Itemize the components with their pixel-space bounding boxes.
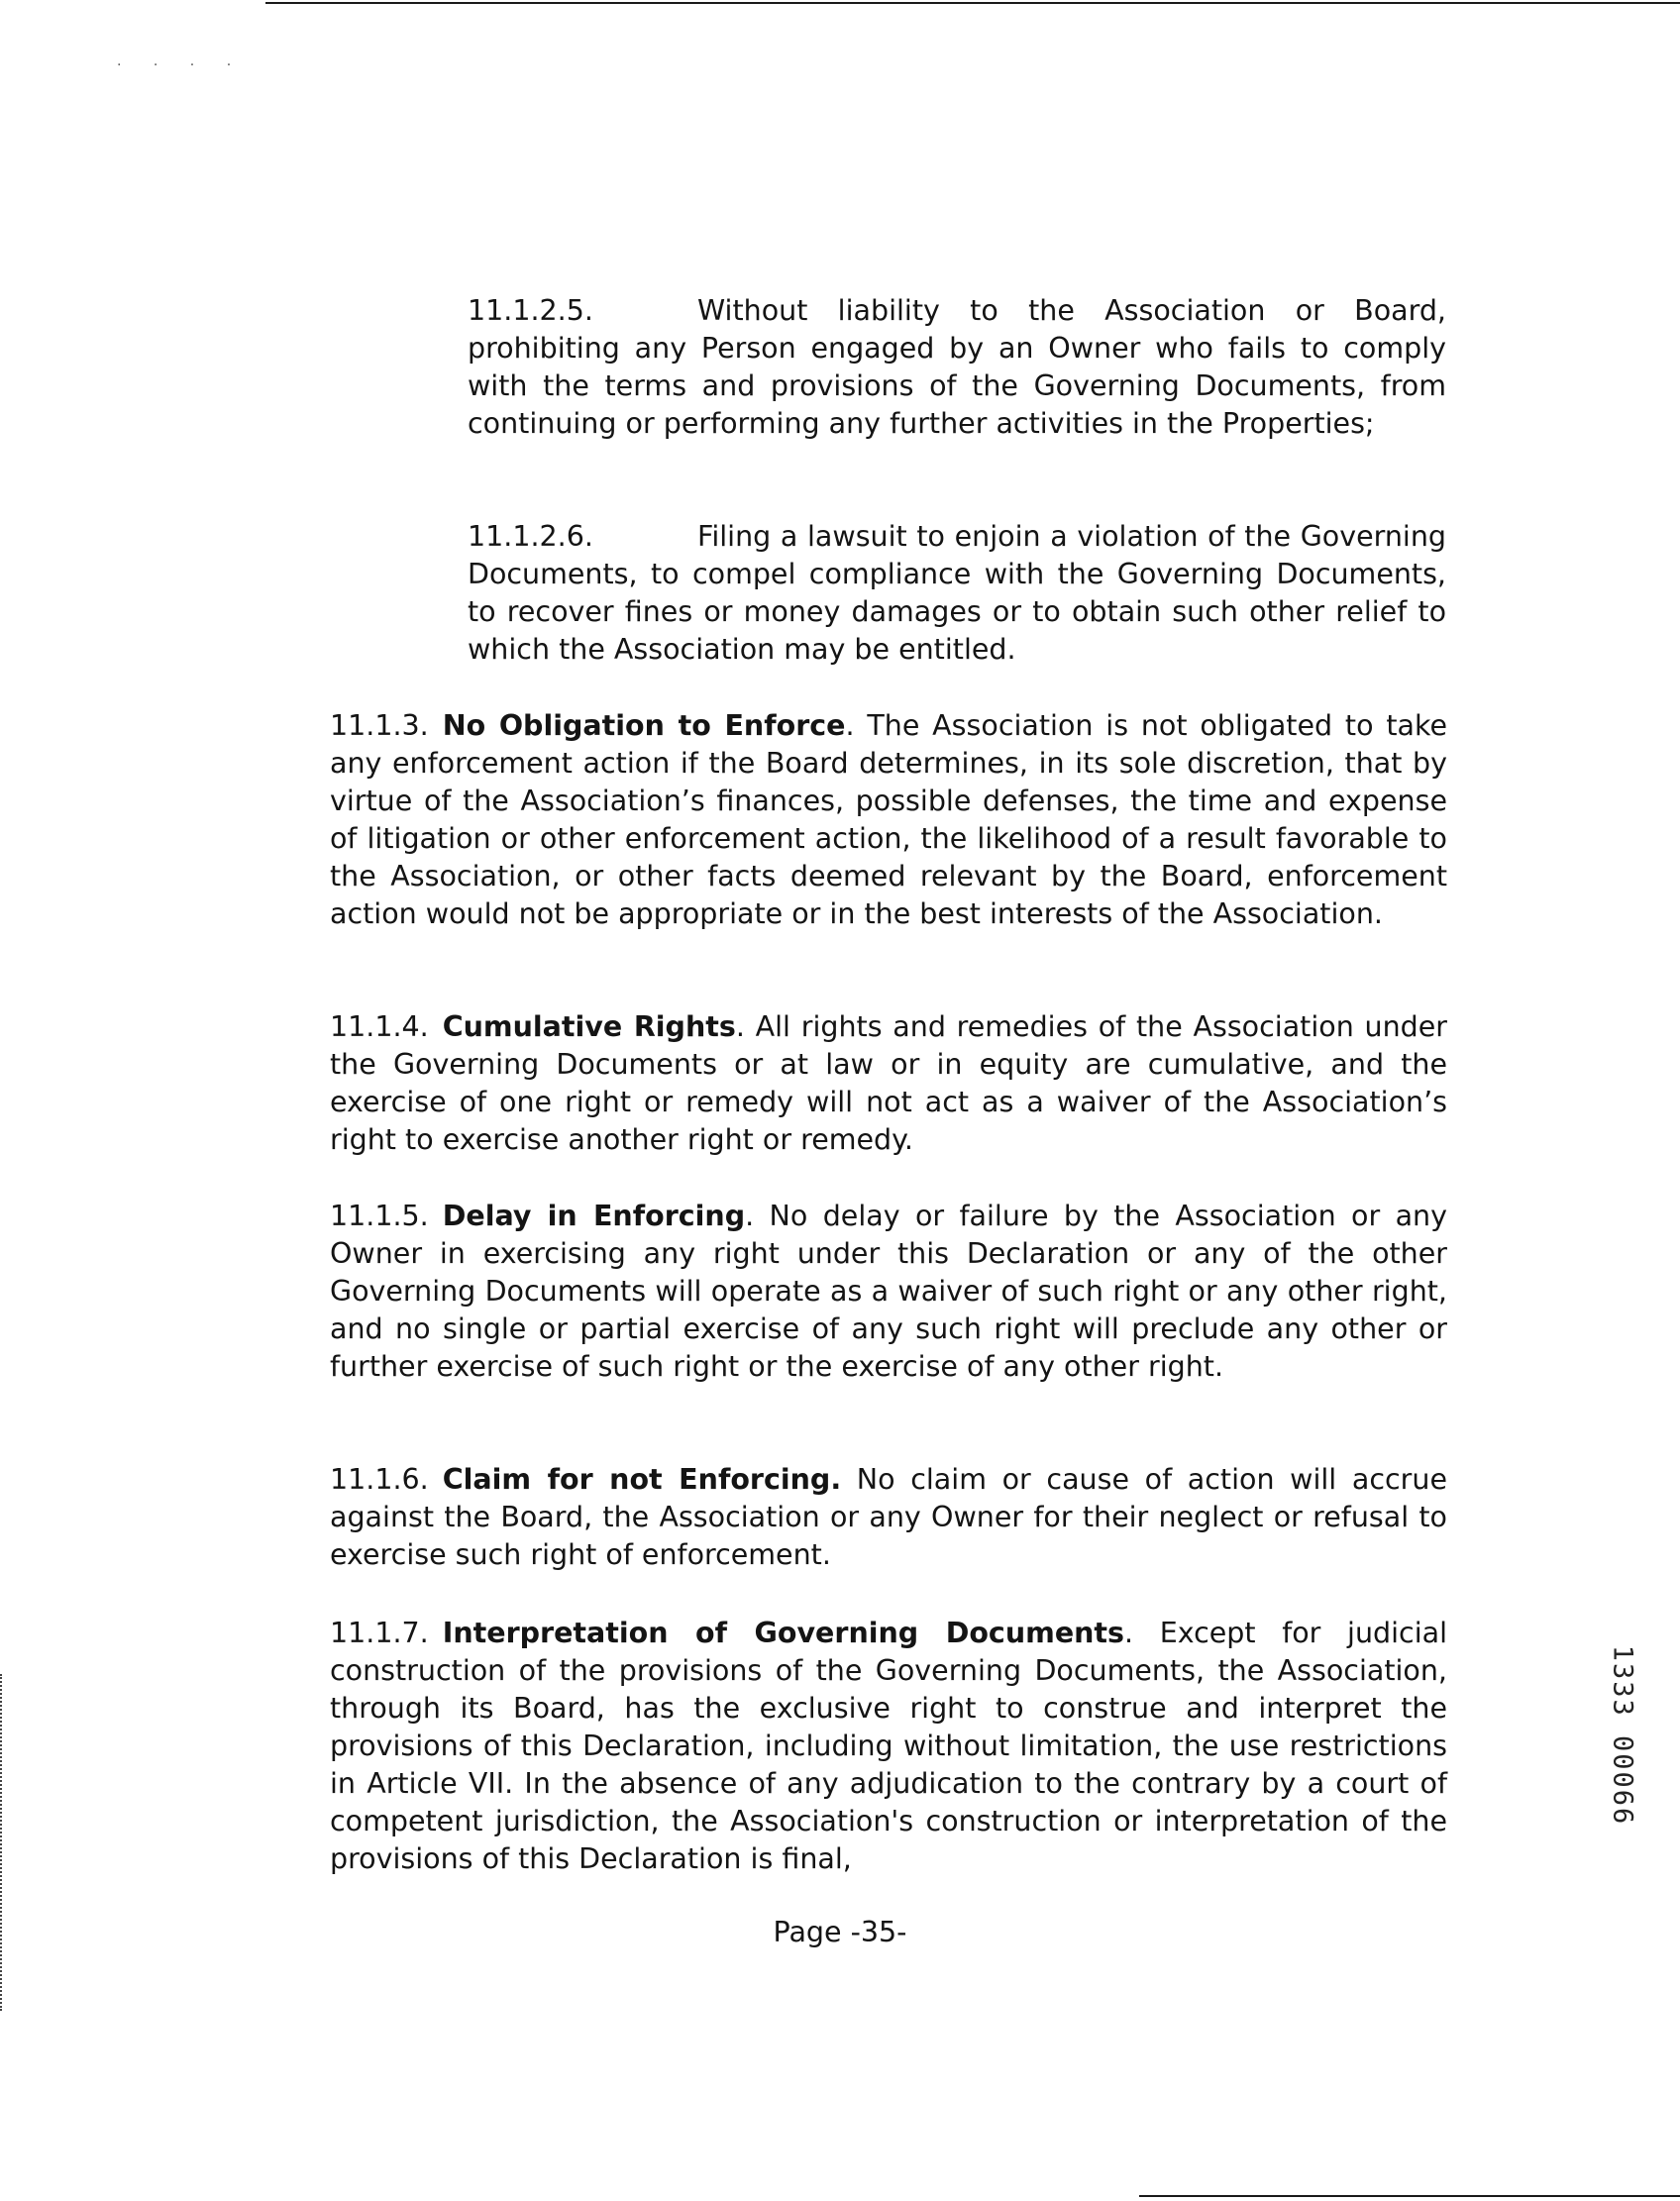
- paragraph-11-1-6: [330, 1461, 1447, 1574]
- paragraph-body: . No delay or failure by the Association or any Owner in exercising any right under this Declaration or any of the other Governing Documents will operate as a waiver of such right or any other right, and no single or partial exercise of any such right will preclude any other or further exercise of such right or the exercise of any other right.: [330, 1200, 1447, 1383]
- paragraph-11-1-2-6: [468, 518, 1446, 669]
- paragraph-number: 11.1.2.6.: [468, 520, 593, 553]
- paragraph-heading: Cumulative Rights: [442, 1010, 736, 1043]
- paragraph-heading: Delay in Enforcing: [442, 1200, 746, 1232]
- bottom-border-line: [1139, 2195, 1680, 2197]
- paragraph-11-1-4: [330, 1008, 1447, 1159]
- page-number: Page -35-: [773, 1916, 907, 1948]
- paragraph-11-1-2-5: [468, 292, 1446, 443]
- paragraph-body: . All rights and remedies of the Association under the Governing Documents or at law or in equity are cumulative, and the exercise of one right or remedy will not act as a waiver of the Association’s right to exercise another right or remedy.: [330, 1010, 1447, 1156]
- scan-marks: · · · ·: [117, 57, 246, 73]
- paragraph-11-1-7: [330, 1615, 1447, 1878]
- bates-number: 1333 00066: [1607, 1644, 1638, 1827]
- paragraph-11-1-5: [330, 1198, 1447, 1386]
- paragraph-11-1-3: [330, 707, 1447, 933]
- bates-stamp: [1603, 1597, 1642, 1874]
- paragraph-body: . Except for judicial construction of the provisions of the Governing Documents, the Association, through its Board, has the exclusive right to construe and interpret the provisions of this Declaration, including without limitation, the use restrictions in Article VII. In the absence of any adjudication to the contrary by a court of competent jurisdiction, the Association's construction or interpretation of the provisions of this Declaration is final,: [330, 1617, 1448, 1875]
- paragraph-number: 11.1.4.: [330, 1010, 429, 1043]
- paragraph-body: No claim or cause of action will accrue against the Board, the Association or any Owner for their neglect or refusal to exercise such right of enforcement.: [330, 1463, 1447, 1571]
- paragraph-body: Filing a lawsuit to enjoin a violation of the Governing Documents, to compel compliance with the Governing Documents, to recover fines or money damages or to obtain such other relief to which the Association may be entitled.: [468, 520, 1446, 666]
- paragraph-number: 11.1.7.: [330, 1617, 429, 1649]
- paragraph-heading: Interpretation of Governing Documents: [442, 1617, 1125, 1649]
- paragraph-body: . The Association is not obligated to take any enforcement action if the Board determines, in its sole discretion, that by virtue of the Association’s finances, possible defenses, the time and expense of litigation or other enforcement action, the likelihood of a result favorable to the Association, or other facts deemed relevant by the Board, enforcement action would not be appropriate or in the best interests of the Association.: [330, 709, 1447, 930]
- paragraph-heading: No Obligation to Enforce: [442, 709, 846, 742]
- paragraph-number: 11.1.6.: [330, 1463, 429, 1496]
- paragraph-body: Without liability to the Association or Board, prohibiting any Person engaged by an Owner who fails to comply with the terms and provisions of the Governing Documents, from continuing or performing any further activities in the Properties;: [468, 294, 1446, 440]
- paragraph-number: 11.1.5.: [330, 1200, 429, 1232]
- top-border-line: [265, 2, 1680, 4]
- paragraph-number: 11.1.2.5.: [468, 294, 593, 327]
- paragraph-number: 11.1.3.: [330, 709, 429, 742]
- scan-edge-mark: [0, 1674, 4, 2011]
- paragraph-heading: Claim for not Enforcing.: [442, 1463, 842, 1496]
